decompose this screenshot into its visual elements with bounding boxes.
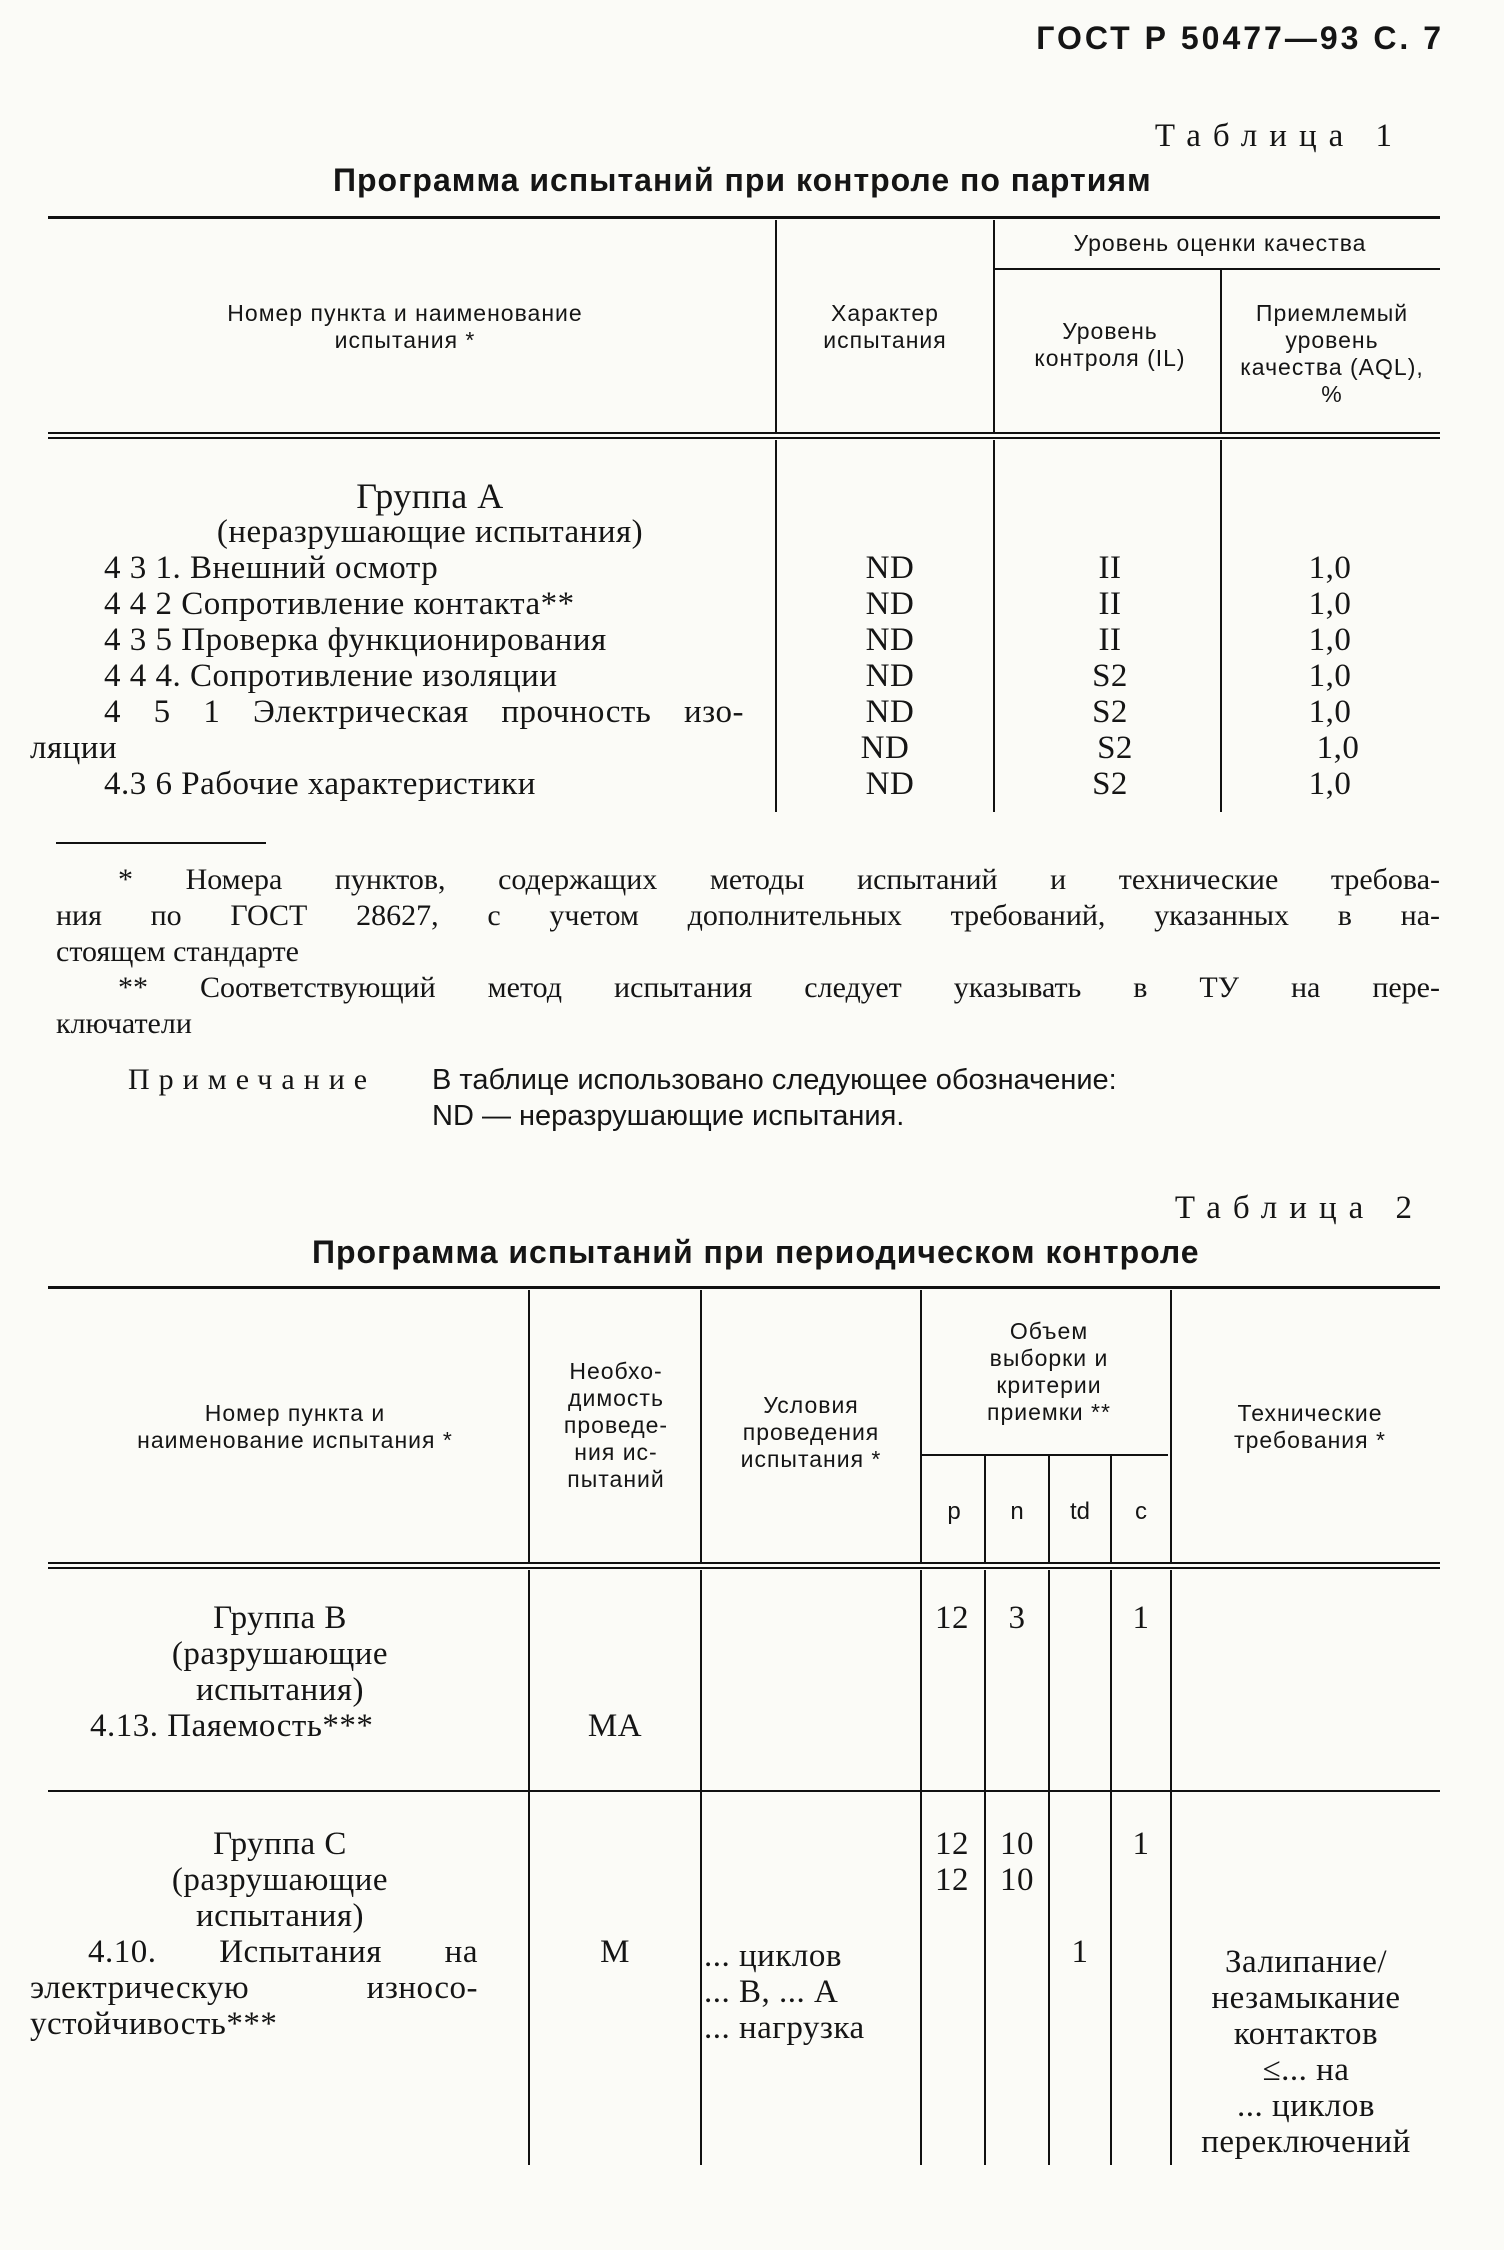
table1-row-aql: 1,0 [1308,694,1352,730]
table2-groupB-need: МА [587,1708,643,1744]
table2-groupC-p: 12 [935,1826,969,1862]
table2-col-c-header: c [1135,1498,1147,1525]
table1-row-name: 4 4 2 Сопротивление контакта** [104,586,575,622]
table2-vrule [1048,1570,1050,2165]
table1-col-aql-header: Приемлемый уровень качества (AQL), % [1240,300,1424,407]
table1-row-aql: 1,0 [1308,586,1352,622]
note-label: Примечание [128,1063,377,1096]
table1-row-il: S2 [1097,730,1133,766]
table2-groupC-tech-line: Залипание/ [1224,1944,1388,1980]
table2-groupC-need: М [600,1934,630,1970]
footnote-1-line: стоящем стандарте [56,935,299,968]
table2-groupC-item-line: электрическую износо- [30,1970,478,2006]
table1-group-title: Группа А [356,476,504,516]
table1-row-name: 4 3 5 Проверка функционирования [104,622,607,658]
table2-groupC-sub1: (разрушающие [171,1862,389,1898]
table2-top-rule [48,1286,1440,1289]
table2-vrule [528,1570,530,2165]
footnote-2-line: ключатели [56,1007,192,1040]
table1-row-aql: 1,0 [1308,766,1352,802]
table2-vrule [700,1570,702,2165]
footnote-1-line: * Номера пунктов, содержащих методы испытаний и технические требова- [118,863,1440,896]
table1-subheader-rule [994,268,1440,270]
table2-groupC-cond-line: ... нагрузка [704,2010,865,2046]
table1-vrule [775,440,777,812]
table2-groupB-n: 3 [1008,1600,1026,1636]
table2-vrule [528,1290,530,1562]
table1-row-name: 4 3 1. Внешний осмотр [104,550,439,586]
table2-title: Программа испытаний при периодическом контроле [312,1234,1200,1270]
page-header: ГОСТ Р 50477—93 С. 7 [1036,20,1444,56]
footnote-2-line: ** Соответствующий метод испытания следует указывать в ТУ на пере- [118,971,1440,1004]
table2-col-p-header: p [947,1498,961,1525]
table2-groupC-title: Группа С [213,1826,347,1862]
table2-groupC-p: 12 [935,1862,969,1898]
table2-groupC-n: 10 [1000,1826,1034,1862]
table1-row-aql: 1,0 [1308,550,1352,586]
table1-row-name: ляции [30,730,118,766]
table2-groupC-td: 1 [1071,1934,1089,1970]
table2-vrule [1170,1570,1172,2165]
table2-label: Таблица 2 [1174,1190,1424,1226]
table1-row-char: ND [865,766,915,802]
table2-groupC-item-line: устойчивость*** [30,2006,278,2042]
table2-groupB-item: 4.13. Паяемость*** [90,1708,374,1744]
note-text: В таблице использовано следующее обозначение: [432,1064,1117,1096]
table1-row-il: II [1098,550,1122,586]
table1-row-name: 4 5 1 Электрическая прочность изо- [104,694,744,730]
table2-vrule [920,1290,922,1562]
table2-vrule [700,1290,702,1562]
table2-groupC-c: 1 [1132,1826,1150,1862]
table2-groupB-sub1: (разрушающие [171,1636,389,1672]
table2-groupC-cond-line: ... циклов [704,1938,842,1974]
table2-groupC-tech-line: ≤... на [1262,2052,1350,2088]
table1-row-aql: 1,0 [1316,730,1360,766]
table1-header-rule [48,432,1440,439]
table1-vrule [1220,440,1222,812]
table1-row-char: ND [865,694,915,730]
table1-row-il: II [1098,622,1122,658]
table1-vrule [775,220,777,432]
footnote-separator [56,842,266,844]
table2-vrule [1110,1570,1112,2165]
table1-vrule [993,440,995,812]
table1-row-il: II [1098,586,1122,622]
table1-col-level-group-header: Уровень оценки качества [1073,230,1367,256]
table2-groupB-title: Группа В [213,1600,347,1636]
table1-row-il: S2 [1092,658,1128,694]
table2-col-td-header: td [1069,1498,1090,1525]
table1-vrule [1220,270,1222,432]
table2-col-need-header: Необхо- димость проведе- ния ис- пытаний [563,1358,669,1492]
table1-row-name: 4 4 4. Сопротивление изоляции [104,658,558,694]
table2-col-tech-header: Технические требования * [1234,1400,1386,1453]
table2-groupC-tech-line: переключений [1201,2124,1411,2160]
table1-row-il: S2 [1092,694,1128,730]
table1-col-name-header: Номер пункта и наименование испытания * [227,300,583,353]
table2-groupB-sub2: испытания) [195,1672,365,1708]
table1-row-aql: 1,0 [1308,658,1352,694]
table1-row-il: S2 [1092,766,1128,802]
table1-row-aql: 1,0 [1308,622,1352,658]
table2-col-name-header: Номер пункта и наименование испытания * [137,1400,453,1453]
table1-row-char: ND [865,622,915,658]
table1-top-rule [48,216,1440,219]
table1-title: Программа испытаний при контроле по партиям [333,162,1152,198]
table1-row-char: ND [865,550,915,586]
table2-groupB-c: 1 [1132,1600,1150,1636]
table1-row-char: ND [865,586,915,622]
table1-row-name: 4.3 6 Рабочие характеристики [104,766,536,802]
table1-label: Таблица 1 [1154,118,1404,154]
table2-header-rule [48,1562,1440,1569]
footnote-1-line: ния по ГОСТ 28627, с учетом дополнительных требований, указанных в на- [56,899,1440,932]
table2-groupC-tech-line: контактов [1233,2016,1379,2052]
table1-col-il-header: Уровень контроля (IL) [1034,318,1186,371]
table1-row-char: ND [865,658,915,694]
table2-col-n-header: n [1010,1498,1024,1525]
table1-vrule [993,220,995,432]
table1-col-char-header: Характер испытания [823,300,947,353]
table2-groupC-cond-line: ... В, ... А [704,1974,839,2010]
table1-group-subtitle: (неразрушающие испытания) [216,514,644,550]
table2-col-sample-header: Объем выборки и критерии приемки ** [987,1318,1111,1425]
table2-col-cond-header: Условия проведения испытания * [740,1392,882,1472]
table2-groupC-n: 10 [1000,1862,1034,1898]
table2-group-rule [48,1790,1440,1792]
table2-groupC-tech-line: незамыкание [1211,1980,1401,2016]
table2-groupB-p: 12 [935,1600,969,1636]
table2-groupC-sub2: испытания) [195,1898,365,1934]
table1-row-char: ND [860,730,910,766]
note-line2: ND — неразрушающие испытания. [432,1100,905,1132]
table2-sample-rule [922,1454,1168,1456]
table2-groupC-tech-line: ... циклов [1237,2088,1375,2124]
table2-vrule [1170,1290,1172,1562]
table2-groupC-item-line: 4.10. Испытания на [88,1934,478,1970]
